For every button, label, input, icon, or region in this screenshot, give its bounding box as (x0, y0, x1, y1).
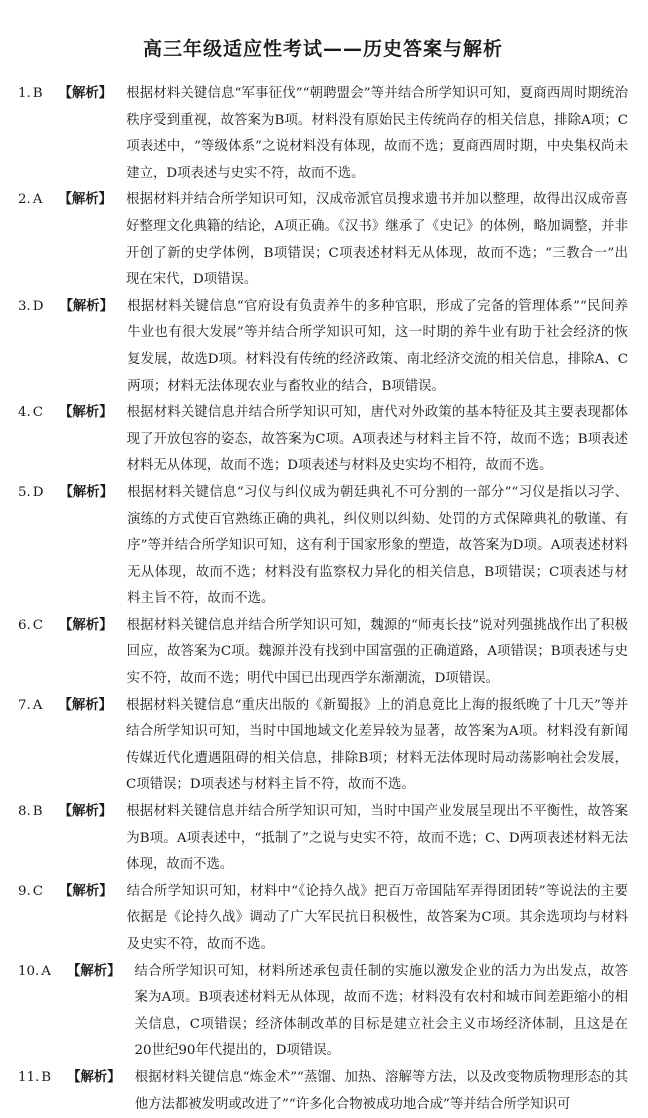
answer-letter: B (32, 804, 43, 820)
analysis-tag: 【解析】 (58, 192, 113, 208)
answer-letter: B (41, 1069, 52, 1085)
item-number: 1. B 【解析】 (18, 86, 113, 101)
answer-letter: D (32, 298, 44, 314)
item-number: 11. B 【解析】 (18, 1069, 121, 1085)
analysis-tag: 【解析】 (59, 484, 114, 500)
item-number: 7. A 【解析】 (18, 697, 113, 713)
item-number: 9. C 【解析】 (18, 883, 113, 899)
analysis-tag: 【解析】 (59, 298, 114, 314)
analysis-tag: 【解析】 (59, 405, 113, 421)
answer-letter: A (32, 192, 43, 208)
answer-letter: B (32, 86, 43, 101)
analysis-text: 根据材料关键信息“重庆出版的《新蜀报》上的消息竟比上海的报纸晚了十几天”等并结合所学知识可知，当时中国地域文化差异较为显著，故答案为A项。材料没有新闻传媒近代化遭遇阻碍的相关信息，排除B项；材料无法体现时局动荡影响社会发展，C项错误；D项表述与材料主旨不符，故而不选。 (126, 697, 628, 793)
analysis-text: 根据材料关键信息“官府设有负责养牛的多种官职，形成了完备的管理体系”“民间养牛业也有很大发展”等并结合所学知识可知，这一时期的养牛业有助于社会经济的恢复发展，故选D项。材料没有传统的经济政策、南北经济交流的相关信息，排除A、C两项；材料无法体现农业与畜牧业的结合，B项错误。 (127, 298, 628, 394)
answer-letter: C (32, 883, 44, 899)
item-number: 2. A 【解析】 (18, 192, 113, 208)
answer-letter: A (41, 963, 51, 979)
answer-letter: A (32, 697, 43, 713)
analysis-tag: 【解析】 (67, 1069, 121, 1085)
answer-item-4 (18, 400, 628, 480)
answer-item-2 (18, 187, 628, 293)
answer-item-6 (18, 613, 628, 693)
analysis-tag: 【解析】 (58, 804, 113, 820)
analysis-text: 结合所学知识可知，材料中“《论持久战》把百万帝国陆军弄得团团转”等说法的主要依据是《论持久战》调动了广大军民抗日积极性，故答案为C项。其余选项均与材料及史实不符，故而不选。 (126, 883, 628, 952)
analysis-text: 根据材料关键信息并结合所学知识可知，唐代对外政策的基本特征及其主要表现都体现了开放包容的姿态，故答案为C项。A项表述与材料主旨不符，故而不选；B项表述材料无从体现，故而不选；D项表述与材料及史实均不相符，故而不选。 (126, 405, 628, 474)
analysis-text: 结合所学知识可知，材料所述承包责任制的实施以激发企业的活力为出发点，故答案为A项。B项表述材料无从体现，故而不选；材料没有农村和城市间差距缩小的相关信息，C项错误；经济体制改革的目标是建立社会主义市场经济体制，且这是在20世纪90年代提出的，D项错误。 (134, 963, 628, 1059)
analysis-tag: 【解析】 (58, 697, 113, 713)
answer-item-3 (18, 294, 628, 400)
answer-item-8 (18, 799, 628, 879)
analysis-text: 根据材料关键信息“炼金术”“蒸馏、加热、溶解等方法，以及改变物质物理形态的其他方法都被发明或改进了”“许多化合物被成功地合成”等并结合所学知识可 (134, 1069, 628, 1112)
answer-list (18, 81, 628, 1118)
analysis-tag: 【解析】 (59, 883, 113, 899)
page-title: 高三年级适应性考试——历史答案与解析 (142, 38, 503, 60)
analysis-text: 根据材料关键信息“军事征伐”“朝聘盟会”等并结合所学知识可知，夏商西周时期统治秩序受到重视，故答案为B项。材料没有原始民主传统尚存的相关信息，排除A项；C项表述中，“等级体系”之说材料没有体现，故而不选；夏商西周时期，中央集权尚未建立，D项表述与史实不符，故而不选。 (126, 86, 628, 181)
analysis-tag: 【解析】 (58, 86, 113, 101)
item-number: 8. B 【解析】 (18, 804, 113, 820)
answer-letter: D (32, 484, 44, 500)
analysis-tag: 【解析】 (66, 963, 121, 979)
item-number: 10. A 【解析】 (18, 963, 121, 979)
analysis-text: 根据材料并结合所学知识可知，汉成帝派官员搜求遗书并加以整理，故得出汉成帝喜好整理文化典籍的结论，A项正确。《汉书》继承了《史记》的体例，略加调整，并非开创了新的史学体例，B项错误；C项表述材料无从体现，故而不选；“三教合一”出现在宋代，D项错误。 (126, 192, 628, 288)
answer-item-7 (18, 693, 628, 799)
analysis-tag: 【解析】 (59, 617, 113, 633)
item-number: 5. D 【解析】 (18, 484, 114, 500)
analysis-text: 根据材料关键信息并结合所学知识可知，魏源的“师夷长技”说对列强挑战作出了积极回应，故答案为C项。魏源并没有找到中国富强的正确道路，A项错误；B项表述与史实不符，故而不选；明代中国已出现西学东渐潮流，D项错误。 (126, 617, 628, 687)
answer-letter: C (32, 617, 44, 633)
answer-item-11 (18, 1065, 628, 1118)
answer-item-10 (18, 959, 628, 1065)
answer-item-1 (18, 81, 628, 187)
answer-item-5 (18, 480, 628, 613)
analysis-text: 根据材料关键信息“习仪与纠仪成为朝廷典礼不可分割的一部分”“习仪是指以习学、演练的方式使百官熟练正确的典礼，纠仪则以纠劾、处罚的方式保障典礼的敬谨、有序”等并结合所学知识可知，这有利于国家形象的塑造，故答案为D项。A项表述材料无从体现，故而不选；材料没有监察权力异化的相关信息，B项错误；C项表述与材料主旨不符，故而不选。 (127, 484, 628, 607)
answer-item-9 (18, 879, 628, 959)
item-number: 6. C 【解析】 (18, 617, 113, 633)
answer-letter: C (32, 405, 44, 421)
analysis-text: 根据材料关键信息并结合所学知识可知，当时中国产业发展呈现出不平衡性，故答案为B项。A项表述中，“抵制了”之说与史实不符，故而不选；C、D两项表述材料无法体现，故而不选。 (126, 804, 628, 873)
item-number: 3. D 【解析】 (18, 298, 114, 314)
item-number: 4. C 【解析】 (18, 405, 113, 421)
